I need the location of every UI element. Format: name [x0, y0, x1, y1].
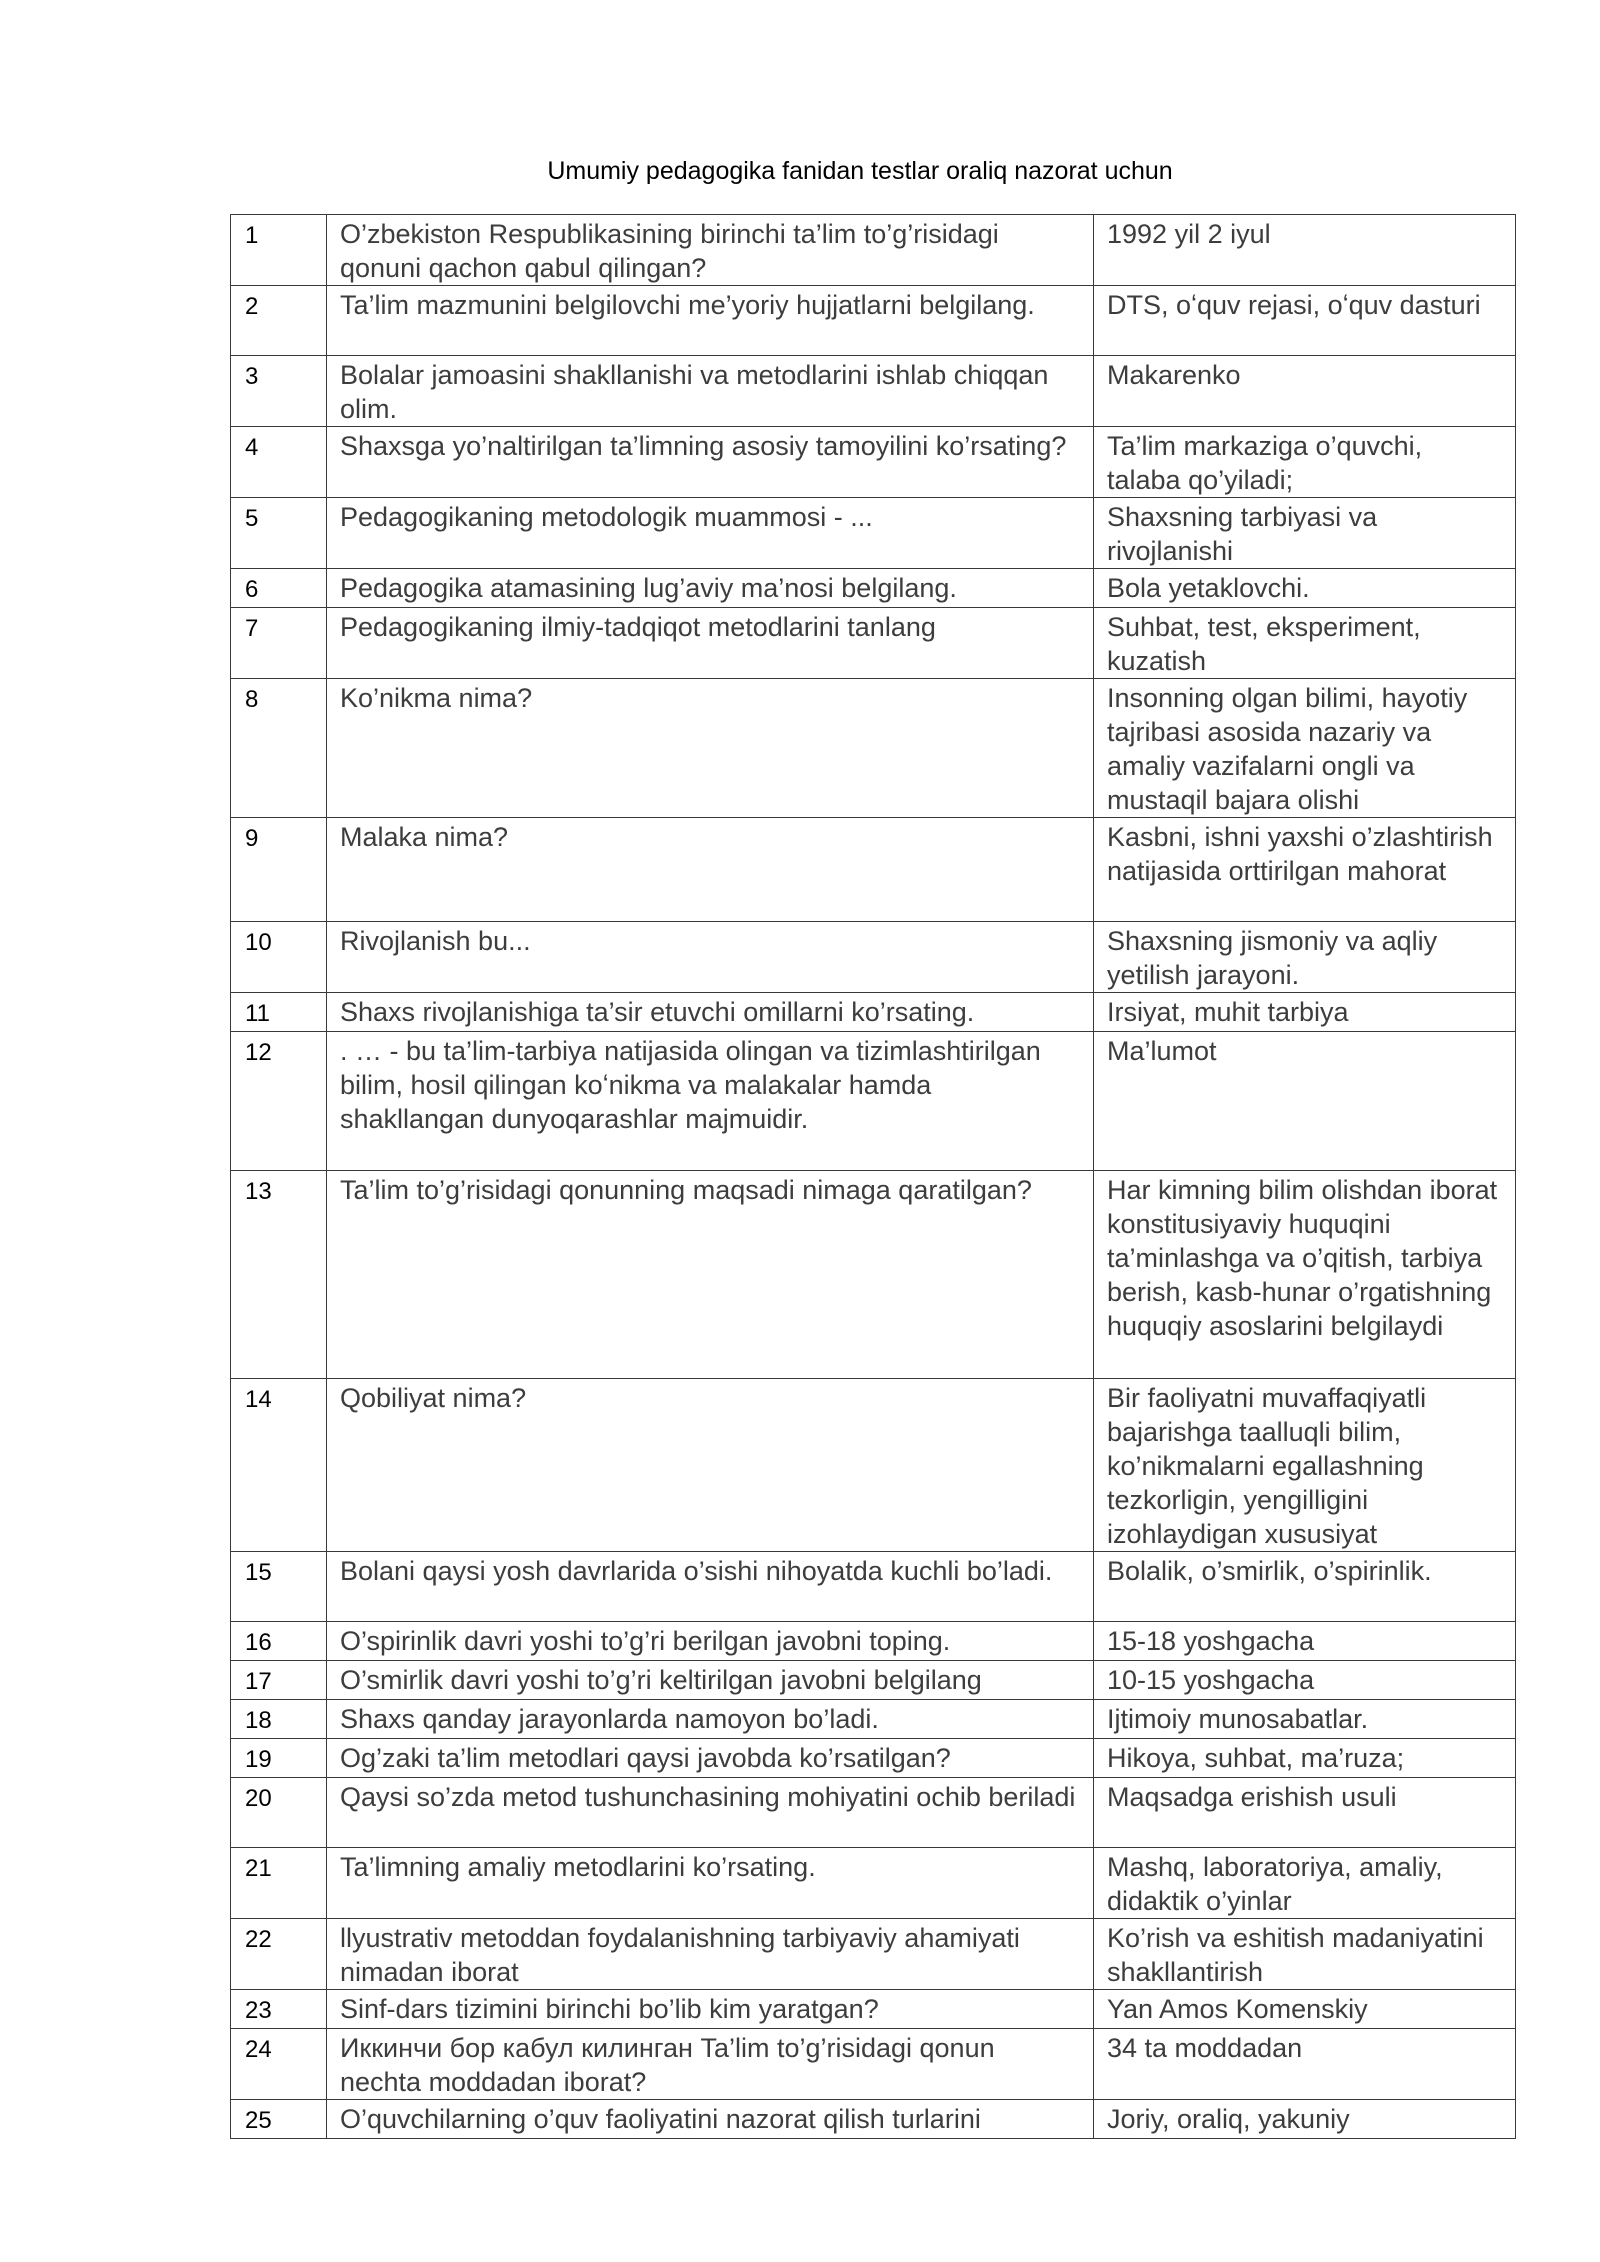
table-row	[231, 1032, 1516, 1171]
answer-text: Bolalik, o’smirlik, o’spirinlik.	[1094, 1552, 1516, 1622]
question-text: Ta’limning amaliy metodlarini ko’rsating.	[327, 1848, 1094, 1919]
question-text: Ta’lim to’g’risidagi qonunning maqsadi nimaga qaratilgan?	[327, 1171, 1094, 1379]
question-text: Shaxsga yo’naltirilgan ta’limning asosiy tamoyilini ko’rsating?	[327, 427, 1094, 498]
table-row	[231, 922, 1516, 993]
answer-text: Hikoya, suhbat, ma’ruza;	[1094, 1739, 1516, 1778]
question-number: 16	[231, 1622, 327, 1661]
page-title: Umumiy pedagogika fanidan testlar oraliq nazorat uchun	[547, 157, 1173, 185]
answer-text: Maqsadga erishish usuli	[1094, 1778, 1516, 1848]
table-row	[231, 215, 1516, 286]
answer-text: Makarenko	[1094, 356, 1516, 427]
answer-text: Kasbni, ishni yaxshi o’zlashtirish natijasida orttirilgan mahorat	[1094, 818, 1516, 922]
question-text: Og’zaki ta’lim metodlari qaysi javobda ko’rsatilgan?	[327, 1739, 1094, 1778]
question-number: 1	[231, 215, 327, 286]
answer-text: Shaxsning jismoniy va aqliy yetilish jarayoni.	[1094, 922, 1516, 993]
table-row	[231, 1379, 1516, 1552]
question-number: 11	[231, 993, 327, 1032]
question-text: Ko’nikma nima?	[327, 679, 1094, 818]
question-number: 17	[231, 1661, 327, 1700]
table-row	[231, 608, 1516, 679]
question-number: 10	[231, 922, 327, 993]
answer-text: Ma’lumot	[1094, 1032, 1516, 1171]
answer-text: Ko’rish va eshitish madaniyatini shakllantirish	[1094, 1919, 1516, 1990]
table-row	[231, 427, 1516, 498]
question-text: llyustrativ metoddan foydalanishning tarbiyaviy ahamiyati nimadan iborat	[327, 1919, 1094, 1990]
table-row	[231, 1778, 1516, 1848]
question-number: 25	[231, 2100, 327, 2139]
table-row	[231, 818, 1516, 922]
question-text: Rivojlanish bu...	[327, 922, 1094, 993]
question-number: 20	[231, 1778, 327, 1848]
table-row	[231, 1171, 1516, 1379]
answer-text: 34 ta moddadan	[1094, 2029, 1516, 2100]
answer-text: Ta’lim markaziga o’quvchi, talaba qo’yiladi;	[1094, 427, 1516, 498]
question-text: O’zbekiston Respublikasining birinchi ta’lim to’g’risidagi qonuni qachon qabul qilingan?	[327, 215, 1094, 286]
table-row	[231, 498, 1516, 569]
question-text: O’spirinlik davri yoshi to’g’ri berilgan javobni toping.	[327, 1622, 1094, 1661]
question-number: 22	[231, 1919, 327, 1990]
question-number: 21	[231, 1848, 327, 1919]
answer-text: Bir faoliyatni muvaffaqiyatli bajarishga taalluqli bilim, ko’nikmalarni egallashning tezkorligin, yengilligini izohlaydigan xususiyat	[1094, 1379, 1516, 1552]
question-text: Ta’lim mazmunini belgilovchi me’yoriy hujjatlarni belgilang.	[327, 286, 1094, 356]
answer-text: Shaxsning tarbiyasi va rivojlanishi	[1094, 498, 1516, 569]
answer-text: Ijtimoiy munosabatlar.	[1094, 1700, 1516, 1739]
question-number: 4	[231, 427, 327, 498]
table-row	[231, 286, 1516, 356]
test-table	[230, 214, 1516, 2139]
question-number: 7	[231, 608, 327, 679]
answer-text: Har kimning bilim olishdan iborat konstitusiyaviy huquqini ta’minlashga va o’qitish, tarbiya berish, kasb-hunar o’rgatishning huquqiy asoslarini belgilaydi	[1094, 1171, 1516, 1379]
table-row	[231, 1661, 1516, 1700]
question-number: 14	[231, 1379, 327, 1552]
question-number: 19	[231, 1739, 327, 1778]
table-row	[231, 679, 1516, 818]
answer-text: 10-15 yoshgacha	[1094, 1661, 1516, 1700]
question-number: 2	[231, 286, 327, 356]
question-number: 9	[231, 818, 327, 922]
question-text: Qaysi so’zda metod tushunchasining mohiyatini ochib beriladi	[327, 1778, 1094, 1848]
question-text: O’quvchilarning o’quv faoliyatini nazorat qilish turlarini	[327, 2100, 1094, 2139]
table-row	[231, 1739, 1516, 1778]
question-number: 15	[231, 1552, 327, 1622]
question-text: Shaxs qanday jarayonlarda namoyon bo’ladi.	[327, 1700, 1094, 1739]
table-row	[231, 1622, 1516, 1661]
answer-text: DTS, oʻquv rejasi, oʻquv dasturi	[1094, 286, 1516, 356]
question-number: 8	[231, 679, 327, 818]
table-row	[231, 1700, 1516, 1739]
question-text: Malaka nima?	[327, 818, 1094, 922]
question-text: Pedagogikaning metodologik muammosi - ...	[327, 498, 1094, 569]
question-text: Bolani qaysi yosh davrlarida o’sishi nihoyatda kuchli bo’ladi.	[327, 1552, 1094, 1622]
question-number: 13	[231, 1171, 327, 1379]
question-text: Pedagogika atamasining lug’aviy ma’nosi belgilang.	[327, 569, 1094, 608]
table-row	[231, 1848, 1516, 1919]
question-number: 6	[231, 569, 327, 608]
question-text: Sinf-dars tizimini birinchi bo’lib kim yaratgan?	[327, 1990, 1094, 2029]
question-number: 3	[231, 356, 327, 427]
answer-text: Yan Amos Komenskiy	[1094, 1990, 1516, 2029]
question-number: 18	[231, 1700, 327, 1739]
table-row	[231, 2029, 1516, 2100]
question-text: Bolalar jamoasini shakllanishi va metodlarini ishlab chiqqan olim.	[327, 356, 1094, 427]
answer-text: Bola yetaklovchi.	[1094, 569, 1516, 608]
question-text: O’smirlik davri yoshi to’g’ri keltirilgan javobni belgilang	[327, 1661, 1094, 1700]
table-row	[231, 2100, 1516, 2139]
table-row	[231, 993, 1516, 1032]
answer-text: Joriy, oraliq, yakuniy	[1094, 2100, 1516, 2139]
question-number: 5	[231, 498, 327, 569]
question-number: 23	[231, 1990, 327, 2029]
answer-text: Suhbat, test, eksperiment, kuzatish	[1094, 608, 1516, 679]
question-text: Иккинчи бор кабул килинган Ta’lim to’g’risidagi qonun nechta moddadan iborat?	[327, 2029, 1094, 2100]
question-number: 12	[231, 1032, 327, 1171]
answer-text: Insonning olgan bilimi, hayotiy tajribasi asosida nazariy va amaliy vazifalarni ongli va mustaqil bajara olishi	[1094, 679, 1516, 818]
answer-text: Mashq, laboratoriya, amaliy, didaktik o’yinlar	[1094, 1848, 1516, 1919]
table-row	[231, 1552, 1516, 1622]
answer-text: 15-18 yoshgacha	[1094, 1622, 1516, 1661]
table-row	[231, 1919, 1516, 1990]
table-row	[231, 356, 1516, 427]
question-text: Qobiliyat nima?	[327, 1379, 1094, 1552]
question-text: . … - bu ta’lim-tarbiya natijasida olingan va tizimlashtirilgan bilim, hosil qilingan koʻnikma va malakalar hamda shakllangan dunyoqarashlar majmuidir.	[327, 1032, 1094, 1171]
answer-text: Irsiyat, muhit tarbiya	[1094, 993, 1516, 1032]
table-row	[231, 1990, 1516, 2029]
question-number: 24	[231, 2029, 327, 2100]
answer-text: 1992 yil 2 iyul	[1094, 215, 1516, 286]
test-table-body	[231, 215, 1516, 2139]
table-row	[231, 569, 1516, 608]
question-text: Pedagogikaning ilmiy-tadqiqot metodlarini tanlang	[327, 608, 1094, 679]
question-text: Shaxs rivojlanishiga ta’sir etuvchi omillarni ko’rsating.	[327, 993, 1094, 1032]
